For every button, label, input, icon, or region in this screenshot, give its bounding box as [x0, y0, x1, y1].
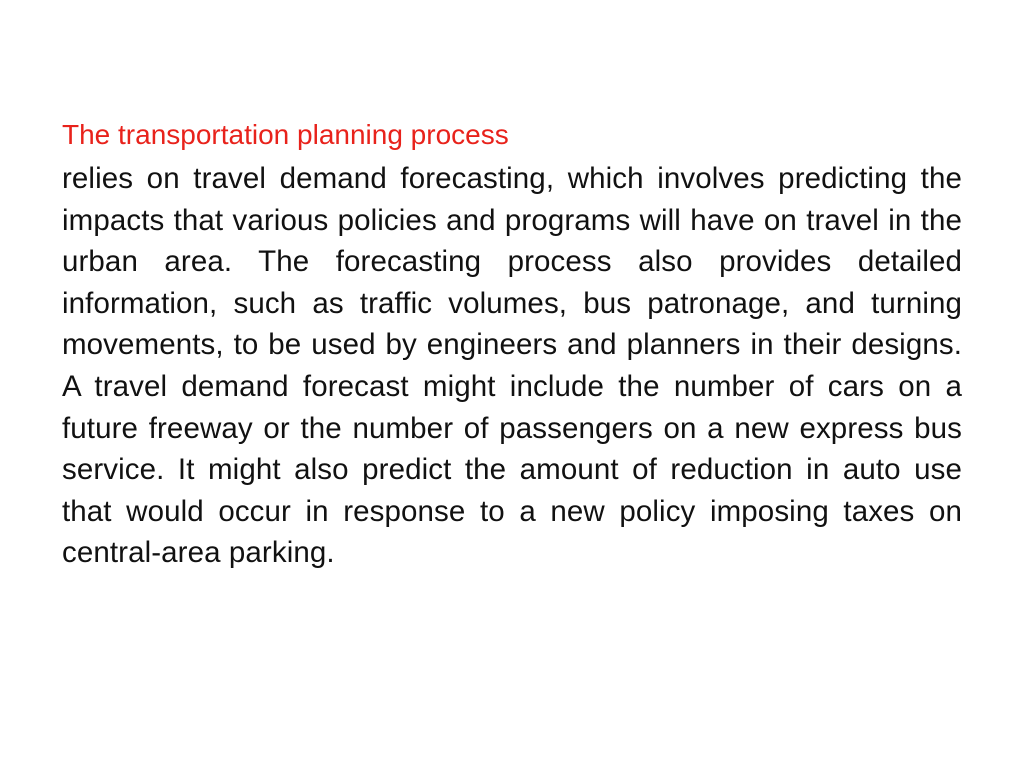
slide-paragraph: relies on travel demand forecasting, which involves predicting the impacts that various policies and programs will have on travel in the urban area. The forecasting process also provides detailed information, such as traffic volumes, bus patronage, and turning movements, to be used by engineers and planners in their designs. A travel demand forecast might include the number of cars on a future freeway or the number of passengers on a new express bus service. It might also predict the amount of reduction in auto use that would occur in response to a new policy imposing taxes on central-area parking.	[62, 162, 962, 570]
slide-heading: The transportation planning process	[62, 119, 509, 150]
slide-content	[62, 116, 962, 574]
